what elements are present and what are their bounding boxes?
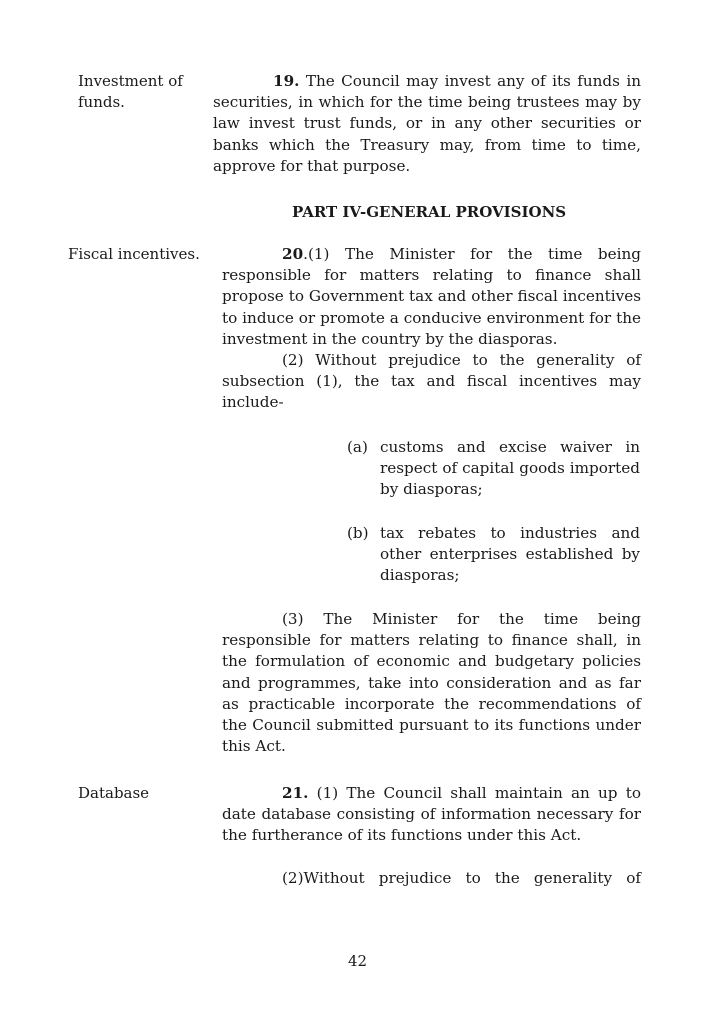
section-20-text: [222, 244, 641, 414]
section-20-subsection-1: [222, 244, 641, 350]
section-21-text: [222, 783, 641, 889]
section-20-subsection-3-block: [222, 609, 641, 757]
list-item-text: customs and excise waiver in respect of capital goods imported by diasporas;: [380, 438, 640, 499]
section-20-subsection-2: (2) Without prejudice to the generality of subsection (1), the tax and fiscal incentives may include-: [222, 351, 641, 412]
section-number: 19.: [273, 72, 300, 90]
margin-note-line: Investment of: [78, 72, 183, 90]
section-text: securities, in which for the time being trustees may by law invest trust funds, or in any other securities or banks which the Treasury may, from time to time, approve for that purpose.: [213, 93, 641, 175]
margin-note-line: funds.: [78, 93, 125, 111]
list-item: [347, 437, 641, 503]
section-21-subsection-1: [222, 783, 641, 847]
list-item-text: tax rebates to industries and other enterprises established by diasporas;: [380, 524, 640, 585]
page-number: 42: [348, 952, 368, 970]
section-21-subsection-2: (2)Without prejudice to the generality of: [282, 868, 641, 887]
section-19-text: [213, 71, 641, 177]
section-number: 21.: [282, 784, 309, 802]
list-item-label: (b): [347, 524, 369, 542]
section-20-subsection-3: (3) The Minister for the time being responsible for matters relating to finance shall, in the formulation of economic and budgetary policies and programmes, take into consideration and as far as practicable incorporate the recommendations of the Council submitted pursuant to its functions under this Act.: [222, 610, 641, 756]
margin-note-fiscal-incentives: Fiscal incentives.: [68, 245, 200, 263]
subsection-marker: .(1): [303, 245, 330, 263]
section-19-paragraph: [213, 71, 641, 177]
margin-note-investment: [78, 71, 183, 113]
list-item-label: (a): [347, 438, 368, 456]
section-number: 20: [282, 245, 304, 263]
subsection-text: The Minister for the time being responsible for matters relating to finance shall propose to Government tax and other fiscal incentives to induce or promote a conducive environment for the investment in the country by the diasporas.: [222, 245, 641, 348]
subsection-text: (1) The Council shall maintain an up to date database consisting of information necessary for the furtherance of its functions under this Act.: [222, 784, 641, 845]
part-heading: PART IV-GENERAL PROVISIONS: [292, 203, 567, 221]
list-item: [347, 523, 641, 589]
margin-note-database: Database: [78, 784, 150, 802]
section-text: The Council may invest any of its funds in: [299, 72, 641, 90]
